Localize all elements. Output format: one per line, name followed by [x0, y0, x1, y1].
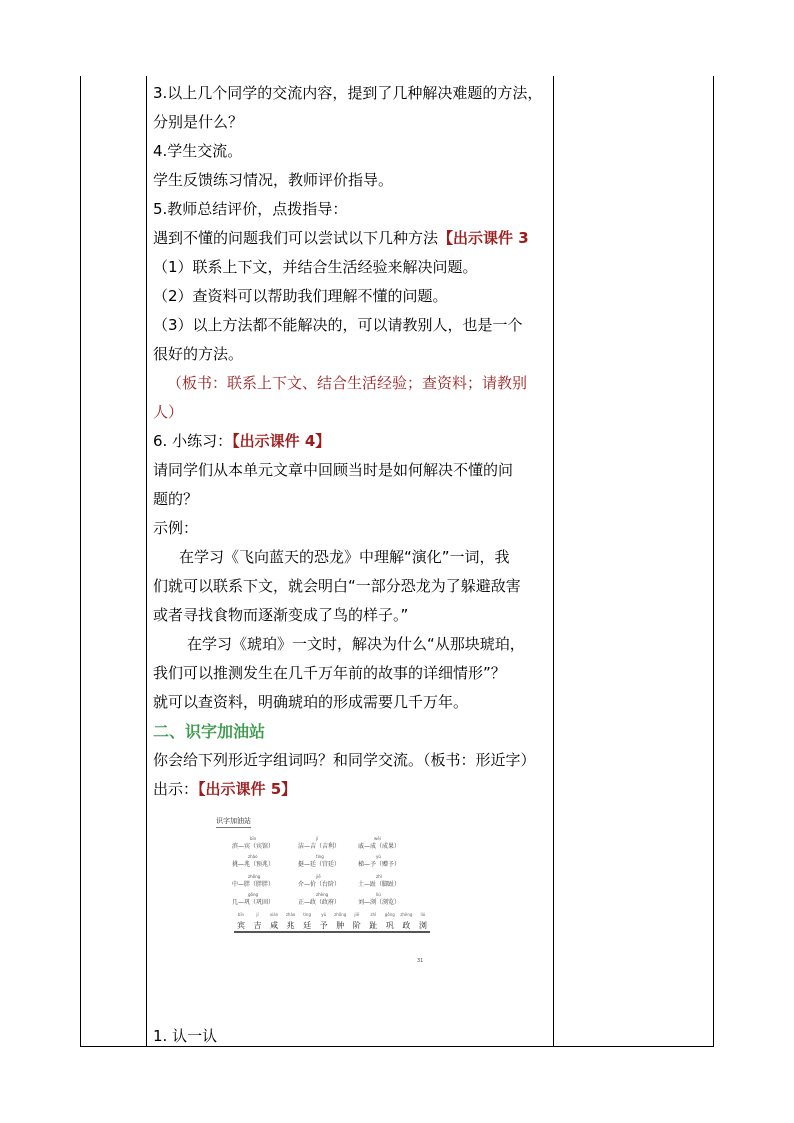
text-line: 或者寻找食物而逐渐变成了鸟的样子。” — [153, 606, 409, 624]
text-line: （1）联系上下文，并结合生活经验来解决问题。 — [153, 258, 478, 276]
text-line — [153, 228, 551, 257]
textbook-figure — [212, 808, 440, 968]
courseware-tag: 【出示课件 4】 — [232, 432, 331, 450]
char-pair: 戚—成（成果） — [358, 843, 401, 850]
pinyin-label: wēi — [374, 836, 381, 841]
text-line: 示例： — [153, 519, 199, 537]
text-line: 就可以查资料，明确琥珀的形成需要几千万年。 — [153, 693, 469, 711]
text-line: 5.教师总结评价，点拨指导： — [153, 200, 348, 218]
text-line: 学生反馈练习情况，教师评价指导。 — [153, 171, 394, 189]
blackboard-note: 人） — [153, 403, 184, 421]
pinyin-label: zhèng — [316, 892, 329, 897]
text-segment: 6. 小练习： — [153, 432, 233, 450]
new-character: 兆 — [286, 921, 295, 930]
new-character: 巩 — [385, 921, 394, 930]
char-pair: 几—巩（巩固） — [232, 899, 275, 906]
table-border-right — [713, 76, 714, 1047]
text-line: 题的？ — [153, 490, 199, 508]
table-divider-2 — [553, 76, 554, 1047]
char-pair: 土—趾（脚趾） — [358, 881, 401, 888]
new-character: 浏 — [418, 921, 427, 930]
char-pair: 洁—吉（吉利） — [298, 843, 341, 850]
new-character: 予 — [319, 921, 328, 930]
pinyin-label: gǒng — [248, 892, 259, 897]
pinyin-label: yǔ — [376, 854, 381, 859]
text-line: 3.以上几个同学的交流内容，提到了几种解决难题的方法， — [153, 84, 543, 102]
pinyin: zhào — [285, 912, 296, 917]
new-character: 吉 — [253, 921, 262, 930]
char-pair: 挺—廷（宫廷） — [298, 861, 341, 868]
section-heading: 二、识字加油站 — [153, 722, 266, 741]
figure-page-number: 31 — [417, 958, 424, 964]
text-segment: 遇到不懂的问题我们可以尝试以下几种方法 — [153, 229, 439, 247]
pinyin: bīn — [237, 912, 245, 917]
char-pair: 梯—予（赠予） — [358, 861, 401, 868]
new-character: 政 — [402, 921, 411, 930]
text-line: 你会给下列形近字组词吗？和同学交流。（板书：形近字） — [153, 751, 536, 769]
text-line: 在学习《琥珀》一文时，解决为什么“从那块琥珀， — [187, 635, 525, 653]
pinyin: xián — [269, 912, 279, 917]
new-character: 趾 — [369, 921, 378, 930]
new-character: 肿 — [336, 921, 345, 930]
table-border-left — [80, 76, 81, 1047]
pinyin: zhǐ — [370, 912, 377, 917]
courseware-tag: 【出示课件 5】 — [198, 780, 297, 798]
text-line: （2）查资料可以帮助我们理解不懂的问题。 — [153, 287, 448, 305]
pinyin: tíng — [303, 912, 311, 917]
text-line: 在学习《飞向蓝天的恐龙》中理解“演化”一词，我 — [179, 548, 510, 566]
char-pair: 介—价（台阶） — [298, 881, 341, 888]
text-line: 分别是什么？ — [153, 113, 244, 131]
pinyin: yǔ — [321, 912, 327, 917]
pinyin: jiē — [354, 912, 360, 917]
pinyin-label: jí — [316, 836, 319, 841]
new-character: 廷 — [303, 921, 312, 930]
pinyin-label: bīn — [250, 836, 257, 841]
new-characters-row — [234, 920, 430, 933]
char-pair: 滨—宾（宾馆） — [232, 843, 275, 850]
text-line: 我们可以推测发生在几千万年前的故事的详细情形”？ — [153, 664, 506, 682]
pinyin-label: tíng — [316, 854, 324, 859]
char-pair: 挑—兆（预兆） — [232, 861, 275, 868]
pinyin-label: zhǒng — [248, 874, 261, 879]
text-line: 们就可以联系下文，就会明白“一部分恐龙为了躲避敌害 — [153, 577, 521, 595]
pinyin-label: zhào — [248, 854, 258, 859]
new-character: 宾 — [237, 921, 245, 930]
text-line: （3）以上方法都不能解决的，可以请教别人，也是一个 — [153, 316, 523, 334]
blackboard-note: （板书：联系上下文、结合生活经验；查资料；请教别 — [167, 374, 528, 392]
courseware-tag: 【出示课件 3 — [438, 229, 529, 247]
char-pair: 正—政（政府） — [298, 899, 341, 906]
pinyin: liú — [420, 912, 426, 917]
char-pair: 刘—浏（浏览） — [358, 899, 401, 906]
pinyin-label: zhǐ — [376, 874, 382, 879]
text-line — [153, 779, 551, 808]
new-character: 咸 — [270, 921, 279, 930]
figure-title: 识字加油站 — [216, 816, 251, 828]
text-line — [153, 431, 551, 460]
pinyin-row — [234, 912, 430, 917]
pinyin-label: liú — [376, 892, 381, 897]
new-character: 阶 — [352, 921, 361, 930]
lesson-content — [153, 76, 551, 808]
pinyin: jí — [256, 912, 259, 917]
text-line: 请同学们从本单元文章中回顾当时是如何解决不懂的问 — [153, 461, 514, 479]
text-line: 很好的方法。 — [153, 345, 244, 363]
text-line: 1. 认一认 — [153, 1027, 218, 1045]
pinyin: zhǒng — [334, 912, 347, 917]
table-divider-1 — [146, 76, 147, 1047]
char-pair: 中—胖（胖胖） — [232, 881, 275, 888]
text-segment: 出示： — [153, 780, 199, 798]
pinyin-label: jiē — [316, 874, 321, 879]
text-line: 4.学生交流。 — [153, 142, 243, 160]
pinyin: zhèng — [400, 912, 413, 917]
pinyin: gǒng — [384, 912, 395, 917]
